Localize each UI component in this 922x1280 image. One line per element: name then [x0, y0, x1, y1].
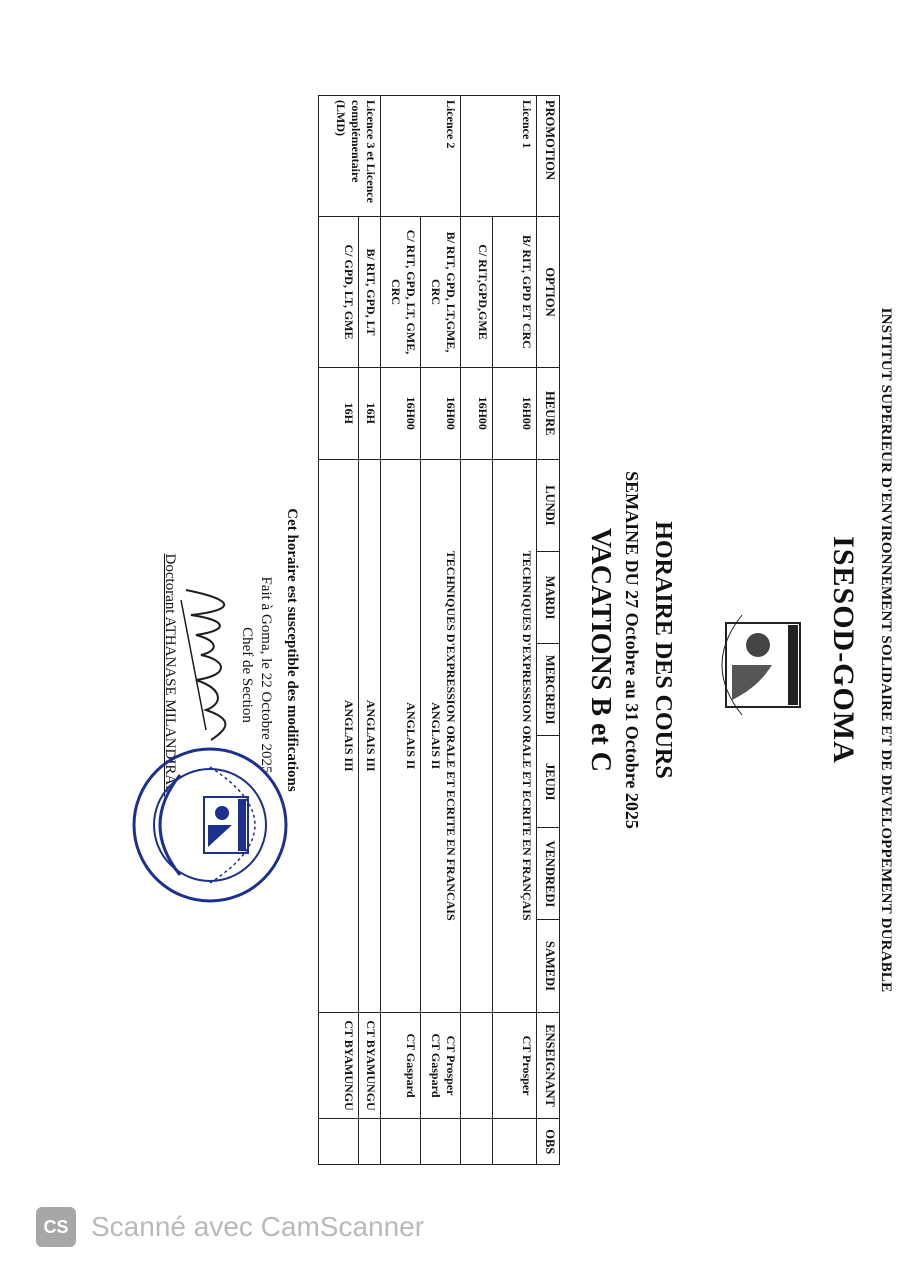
option-cell: B/ RIT, GPD, LT,GME, CRC: [421, 217, 461, 367]
header-promotion: PROMOTION: [537, 96, 560, 217]
course-cell: [421, 459, 461, 1012]
course-line: TECHNIQUES D'EXPRESSION ORALE ET ECRITE EN FRANCAIS: [444, 550, 458, 921]
table-row: [359, 96, 381, 1165]
enseignant-line: CT Gaspard: [429, 1033, 443, 1098]
table-header-row: [537, 96, 560, 1165]
table-row: [493, 96, 537, 1165]
promotion-cell: Licence 1: [461, 96, 537, 217]
enseignant-cell: CT BYAMUNGU: [359, 1012, 381, 1119]
course-cell: TECHNIQUES D'EXPRESSION ORALE ET ECRITE EN FRANÇAIS: [493, 459, 537, 1012]
header-mercredi: MERCREDI: [537, 644, 560, 736]
option-cell: C/ RIT,GPD,GME: [461, 217, 493, 367]
heure-cell: 16H00: [493, 367, 537, 459]
brand-title: ISESOD-GOMA: [827, 536, 860, 764]
institute-name: INSTITUT SUPERIEUR D'ENVIRONNEMENT SOLIDAIRE ET DE DEVELOPPEMENT DURABLE: [878, 307, 894, 993]
option-cell: B/ RIT, GPD, LT: [359, 217, 381, 367]
header-samedi: SAMEDI: [537, 920, 560, 1012]
course-cell: [461, 459, 493, 1012]
course-cell: ANGLAIS II: [381, 459, 421, 1012]
obs-cell: [461, 1119, 493, 1165]
obs-cell: [421, 1119, 461, 1165]
obs-cell: [319, 1119, 359, 1165]
obs-cell: [359, 1119, 381, 1165]
schedule-title: HORAIRE DES COURS: [650, 521, 676, 779]
promotion-cell: Licence 3 et Licence complémentaire (LMD): [319, 96, 381, 217]
header-heure: HEURE: [537, 367, 560, 459]
enseignant-cell: [421, 1012, 461, 1119]
enseignant-line: CT Prosper: [444, 1035, 458, 1096]
official-stamp: [130, 745, 290, 905]
table-row: [381, 96, 421, 1165]
obs-cell: [493, 1119, 537, 1165]
header-mardi: MARDI: [537, 551, 560, 643]
camscanner-watermark: [36, 1207, 536, 1251]
heure-cell: 16H: [319, 367, 359, 459]
option-cell: C/ GPD, LT, GME: [319, 217, 359, 367]
option-cell: C/ RIT, GPD, LT, GME, CRC: [381, 217, 421, 367]
heure-cell: 16H: [359, 367, 381, 459]
institute-logo: [716, 605, 802, 725]
enseignant-cell: CT BYAMUNGU: [319, 1012, 359, 1119]
header-obs: OBS: [537, 1119, 560, 1165]
heure-cell: 16H00: [461, 367, 493, 459]
promotion-cell: Licence 2: [381, 96, 461, 217]
table-row: [421, 96, 461, 1165]
signatory-name: Doctorant ATHANASE MILANDIRA...: [162, 553, 178, 797]
enseignant-cell: CT Prosper: [493, 1012, 537, 1119]
course-cell: ANGLAIS III: [319, 459, 359, 1012]
table-row: [319, 96, 359, 1165]
header-enseignant: ENSEIGNANT: [537, 1012, 560, 1119]
obs-cell: [381, 1119, 421, 1165]
vacation-label: VACATIONS B et C: [585, 528, 616, 772]
week-range: SEMAINE DU 27 Octobre au 31 Octobre 2025: [622, 471, 642, 829]
table-row: [461, 96, 493, 1165]
place-date: Fait à Goma, le 22 Octobre 2025: [258, 576, 274, 774]
enseignant-cell: CT Gaspard: [381, 1012, 421, 1119]
heure-cell: 16H00: [381, 367, 421, 459]
header-vendredi: VENDREDI: [537, 828, 560, 920]
handwritten-signature: [166, 580, 246, 750]
course-cell: ANGLAIS III: [359, 459, 381, 1012]
header-option: OPTION: [537, 217, 560, 367]
header-jeudi: JEUDI: [537, 736, 560, 828]
camscanner-text: Scanné avec CamScanner: [91, 1211, 425, 1242]
schedule-table: [318, 95, 560, 1165]
heure-cell: 16H00: [421, 367, 461, 459]
course-line: ANGLAIS II: [429, 702, 443, 770]
enseignant-cell: [461, 1012, 493, 1119]
camscanner-logo: CS: [36, 1207, 76, 1247]
option-cell: B/ RIT, GPD ET CRC: [493, 217, 537, 367]
signatory-role: Chef de Section: [239, 627, 255, 723]
header-lundi: LUNDI: [537, 459, 560, 551]
modification-note: Cet horaire est susceptible des modifications: [284, 508, 300, 792]
